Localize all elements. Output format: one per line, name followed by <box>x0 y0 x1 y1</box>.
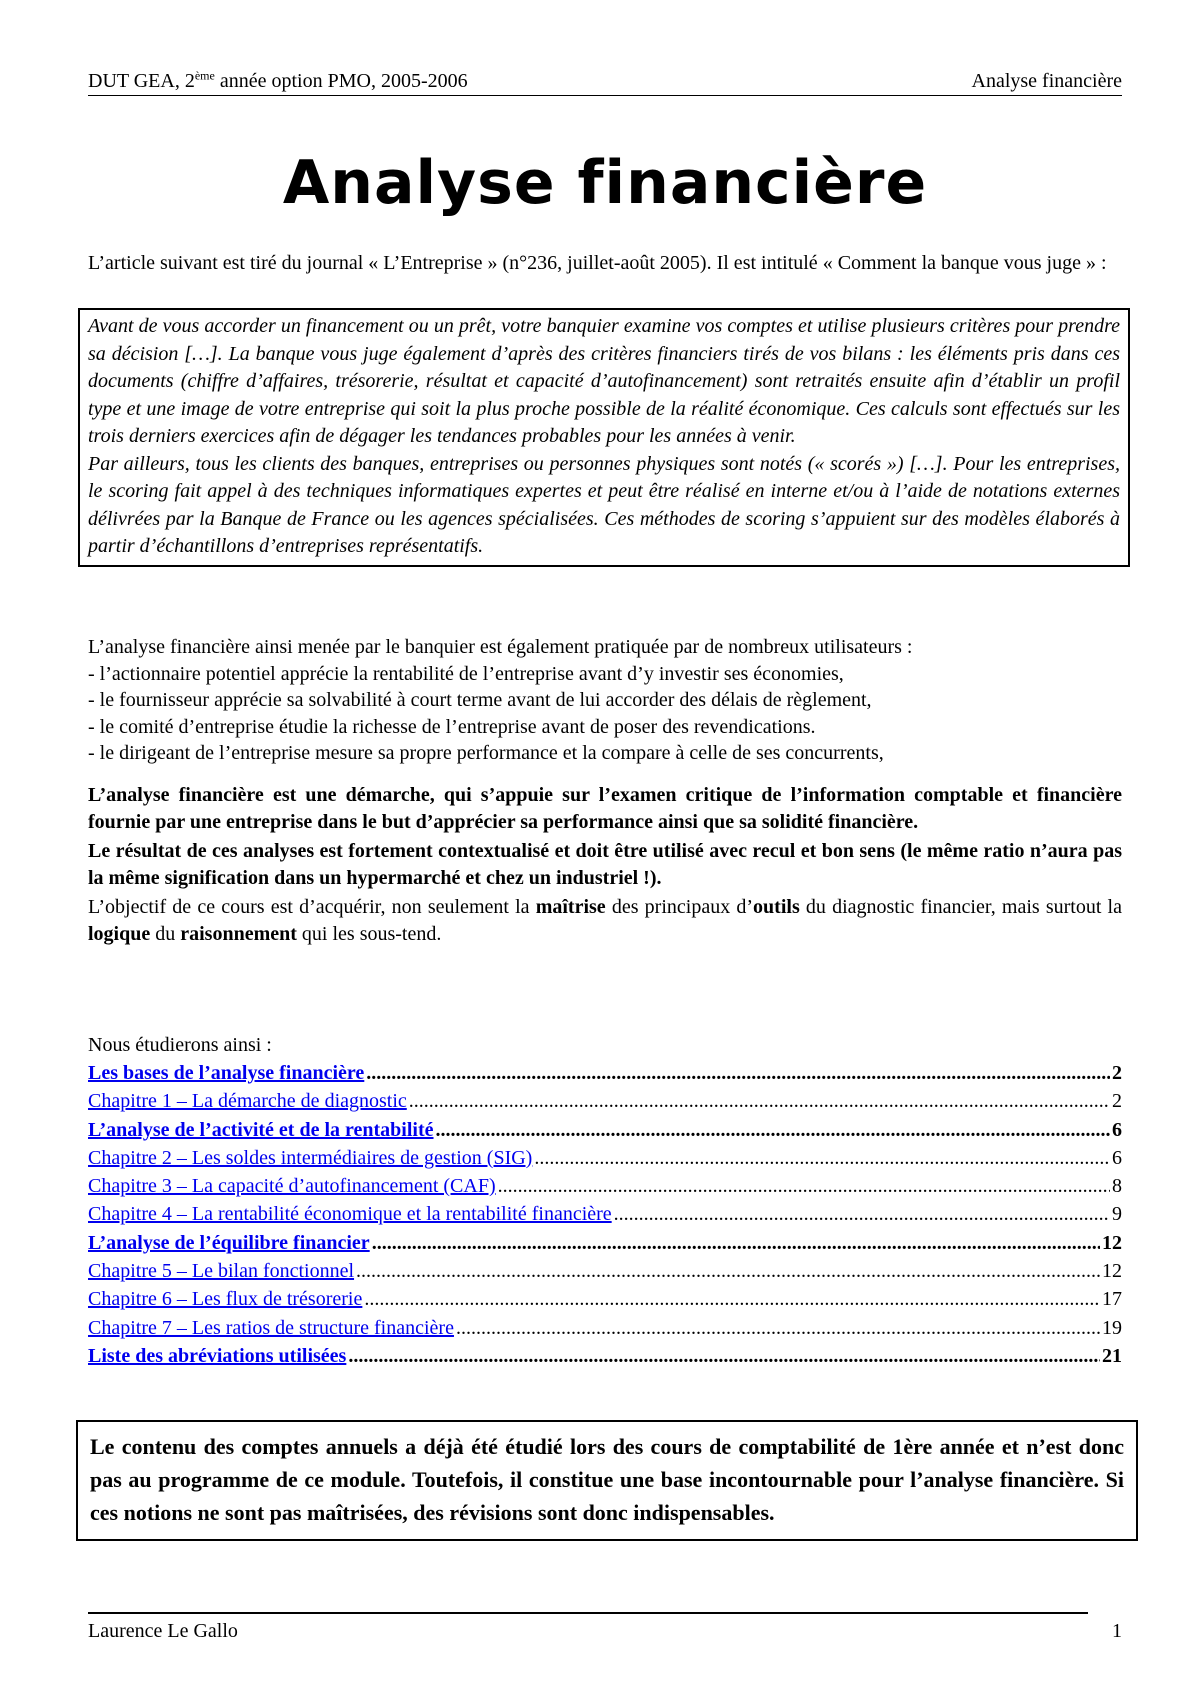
toc-entry-link[interactable]: Chapitre 6 – Les flux de trésorerie <box>88 1288 363 1311</box>
users-lead: L’analyse financière ainsi menée par le banquier est également pratiquée par de nombreux utilisateurs : <box>88 636 913 658</box>
page-header <box>88 68 1122 96</box>
definition-bold-1: L’analyse financière est une démarche, qui s’appuie sur l’examen critique de l’information comptable et financière fournie par une entreprise dans le but d’apprécier sa performance ainsi que sa solidité financière. <box>88 784 1122 833</box>
toc-entry[interactable] <box>88 1342 1122 1370</box>
toc-leader-dots <box>436 1116 1110 1144</box>
toc-entry[interactable] <box>88 1059 1122 1087</box>
users-item: - l’actionnaire potentiel apprécie la rentabilité de l’entreprise avant d’y investir ses économies, <box>88 662 844 685</box>
notice-box: Le contenu des comptes annuels a déjà été étudié lors des cours de comptabilité de 1ère année et n’est donc pas au programme de ce module. Toutefois, il constitue une base incontournable pour l’analyse financière. Si ces notions ne sont pas maîtrisées, des révisions sont donc indispensables. <box>76 1420 1138 1541</box>
footer-author: Laurence Le Gallo <box>88 1620 238 1642</box>
toc-leader-dots <box>614 1200 1110 1228</box>
article-quote-box <box>78 308 1130 567</box>
toc-entry[interactable] <box>88 1144 1122 1172</box>
toc-leader-dots <box>456 1314 1100 1342</box>
footer-page-number: 1 <box>1112 1620 1122 1642</box>
users-item: - le dirigeant de l’entreprise mesure sa propre performance et la compare à celle de ses concurrents, <box>88 742 884 764</box>
toc-page-number: 2 <box>1112 1062 1122 1084</box>
objective-paragraph: L’objectif de ce cours est d’acquérir, non seulement la maîtrise des principaux d’outils du diagnostic financier, mais surtout la logique du raisonnement qui les sous-tend. <box>88 896 1122 945</box>
toc-entry-link[interactable]: Chapitre 7 – Les ratios de structure financière <box>88 1316 454 1339</box>
toc-leader-dots <box>356 1257 1100 1285</box>
toc-page-number: 6 <box>1112 1146 1122 1169</box>
toc-page-number: 17 <box>1102 1288 1122 1311</box>
users-item: - le fournisseur apprécie sa solvabilité à court terme avant de lui accorder des délais de règlement, <box>88 689 872 711</box>
footer-divider <box>88 1612 1088 1614</box>
toc-entry-link[interactable]: Chapitre 3 – La capacité d’autofinancement (CAF) <box>88 1175 496 1198</box>
toc-entry-link[interactable]: Liste des abréviations utilisées <box>88 1344 347 1367</box>
toc-entry[interactable] <box>88 1172 1122 1200</box>
users-item: - le comité d’entreprise étudie la richesse de l’entreprise avant de poser des revendications. <box>88 715 816 738</box>
quote-paragraph-2: Par ailleurs, tous les clients des banques, entreprises ou personnes physiques sont notés (« scorés ») […]. Pour les entreprises, le scoring fait appel à des techniques informatiques expertes et peut être réalisé en interne et/ou à l’aide de notations externes délivrées par la Banque de France ou les agences spécialisées. Ces méthodes de scoring s’appuient sur des modèles élaborés à partir d’échantillons d’entreprises représentatifs. <box>88 452 1120 557</box>
page-title: Analyse financière <box>282 148 928 218</box>
toc-leader-dots <box>534 1144 1110 1172</box>
toc-entry[interactable] <box>88 1285 1122 1313</box>
page-footer <box>88 1618 1122 1644</box>
definition-bold-2: Le résultat de ces analyses est fortement contextualisé et doit être utilisé avec recul et bon sens (le même ratio n’aura pas la même signification dans un hypermarché et chez un industriel !). <box>88 840 1122 889</box>
toc-leader-dots <box>372 1229 1100 1257</box>
toc-entry-link[interactable]: Chapitre 1 – La démarche de diagnostic <box>88 1090 407 1113</box>
users-section <box>88 634 1122 767</box>
toc-entry[interactable] <box>88 1257 1122 1285</box>
toc-entry-link[interactable]: L’analyse de l’équilibre financier <box>88 1231 370 1254</box>
toc-leader-dots <box>364 1285 1100 1313</box>
toc-page-number: 2 <box>1112 1090 1122 1113</box>
toc-entry-link[interactable]: Chapitre 4 – La rentabilité économique et la rentabilité financière <box>88 1203 612 1226</box>
toc-page-number: 6 <box>1112 1118 1122 1141</box>
toc-page-number: 9 <box>1112 1203 1122 1226</box>
table-of-contents <box>88 1059 1122 1370</box>
toc-leader-dots <box>409 1087 1110 1115</box>
toc-page-number: 12 <box>1102 1260 1122 1283</box>
toc-entry[interactable] <box>88 1314 1122 1342</box>
toc-entry[interactable] <box>88 1087 1122 1115</box>
header-course: DUT GEA, 2ème année option PMO, 2005-2006 <box>88 68 468 92</box>
toc-entry[interactable] <box>88 1200 1122 1228</box>
toc-leader-dots <box>498 1172 1110 1200</box>
toc-entry[interactable] <box>88 1229 1122 1257</box>
toc-page-number: 19 <box>1102 1316 1122 1339</box>
toc-page-number: 21 <box>1102 1344 1122 1367</box>
toc-entry-link[interactable]: Chapitre 5 – Le bilan fonctionnel <box>88 1260 355 1283</box>
intro-paragraph: L’article suivant est tiré du journal « L’Entreprise » (n°236, juillet-août 2005). Il est intitulé « Comment la banque vous juge » : <box>88 252 1107 274</box>
toc-entry-link[interactable]: Les bases de l’analyse financière <box>88 1062 365 1084</box>
toc-page-number: 12 <box>1102 1231 1122 1254</box>
definition-section <box>88 782 1122 948</box>
toc-leader-dots <box>366 1059 1110 1087</box>
quote-paragraph-1: Avant de vous accorder un financement ou un prêt, votre banquier examine vos comptes et utilise plusieurs critères pour prendre sa décision […]. La banque vous juge également d’après des critères financiers tirés de vos bilans : les éléments pris dans ces documents (chiffre d’affaires, trésorerie, résultat et capacité d’autofinancement) sont retraités ensuite afin d’établir un profil type et une image de votre entreprise qui soit la plus proche possible de la réalité économique. Ces calculs sont effectués sur les trois derniers exercices afin de dégager les tendances probables pour les années à venir. <box>88 315 1120 447</box>
toc-entry-link[interactable]: L’analyse de l’activité et de la rentabilité <box>88 1118 434 1141</box>
toc-entry-link[interactable]: Chapitre 2 – Les soldes intermédiaires de gestion (SIG) <box>88 1146 533 1169</box>
toc-intro: Nous étudierons ainsi : <box>88 1034 272 1056</box>
toc-leader-dots <box>348 1342 1100 1370</box>
toc-page-number: 8 <box>1112 1175 1122 1198</box>
toc-entry[interactable] <box>88 1116 1122 1144</box>
header-subject: Analyse financière <box>971 70 1122 92</box>
